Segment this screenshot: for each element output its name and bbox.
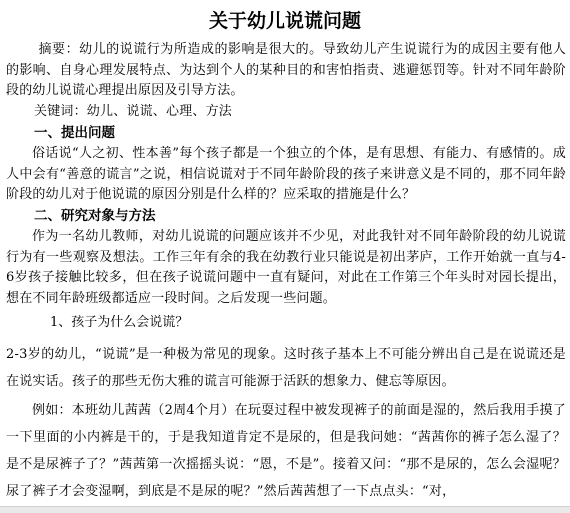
abstract-paragraph: 摘要：幼儿的说谎行为所造成的影响是很大的。导致幼儿产生说谎行为的成因主要有他人的影响、自身心理发展特点、为达到个人的某种目的和害怕指责、逃避惩罚等。针对不同年龄阶段的幼儿说谎心理提出原因及引导方法。: [6, 42, 566, 98]
section-paragraph-2: 作为一名幼儿教师，对幼儿说谎的问题应该并不少见，对此我针对不同年龄阶段的幼儿说谎行为有一些观察及想法。工作三年有余的我在幼教行业只能说是初出茅庐，工作开始就一直与4-6岁孩子接触比较多，但在孩子说谎问题中一直有疑问，对此在工作第三个年头时对园长提出，想在不同年龄班级都适应一段时间。之后发现一些问题。: [6, 229, 566, 306]
subheading: 1、孩子为什么会说谎？: [50, 315, 189, 330]
section-heading-2: 二、研究对象与方法: [34, 208, 156, 224]
section-heading-1: 一、提出问题: [34, 125, 115, 141]
document-title: 关于幼儿说谎问题: [208, 10, 361, 32]
example-paragraph: 例如：本班幼儿茜茜（2周4个月）在玩耍过程中被发现裤子的前面是湿的，然后我用手摸了一下里面的小内裤是干的，于是我知道肯定不是尿的，但是我问她：“茜茜你的裤子怎么湿了？是不是尿裤子了？”茜茜第一次摇摇头说：“恩，不是”。接着又问：“那不是尿的，怎么会湿呢？尿了裤子才会变湿啊，到底是不是尿的呢？”然后茜茜想了一下点点头：“对，: [6, 403, 566, 499]
section-paragraph-1: 俗话说“人之初、性本善”每个孩子都是一个独立的个体，是有思想、有能力、有感情的。成人中会有“善意的谎言”之说，相信说谎对于不同年龄阶段的孩子来讲意义是不同的，那不同年龄阶段的幼儿对于他说谎的原因分别是什么样的？应采取的措施是什么？: [6, 146, 566, 202]
age-paragraph: 2-3岁的幼儿，“说谎”是一种极为常见的现象。这时孩子基本上不可能分辨出自己是在说谎还是在说实话。孩子的那些无伤大雅的谎言可能源于活跃的想象力、健忘等原因。: [6, 347, 566, 389]
window-bottom-edge: [0, 506, 570, 513]
keywords-line: 关键词：幼儿、说谎、心理、方法: [34, 104, 233, 119]
